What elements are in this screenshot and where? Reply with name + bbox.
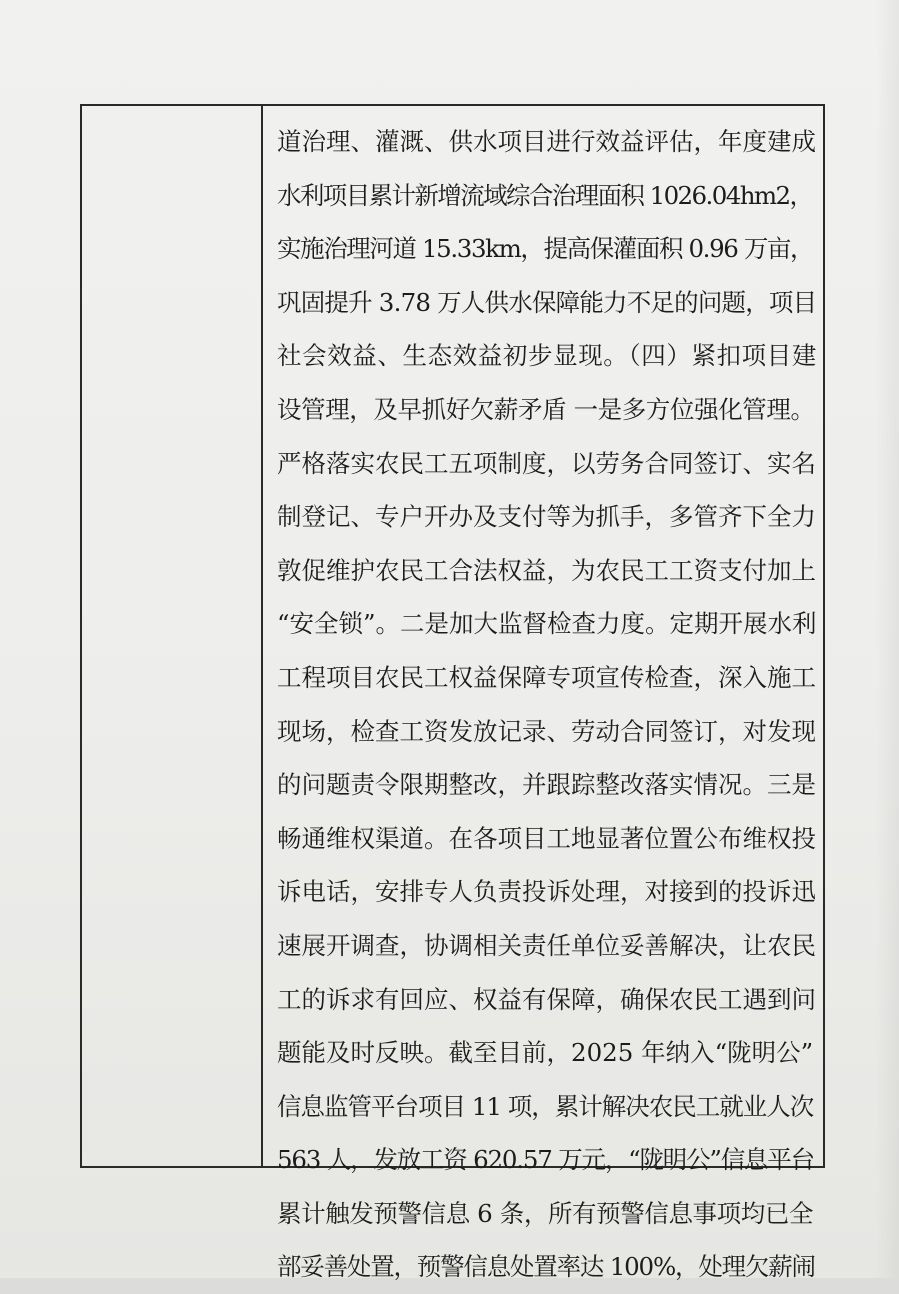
text-line: 严格落实农民工五项制度，以劳务合同签订、实名 xyxy=(277,448,816,478)
text-line: 现场，检查工资发放记录、劳动合同签订，对发现 xyxy=(277,716,816,746)
page-edge-shadow xyxy=(875,0,899,1278)
table-content-cell xyxy=(263,106,823,1282)
text-line: 诉电话，安排专人负责投诉处理，对接到的投诉迅 xyxy=(277,877,816,907)
text-line: 工程项目农民工权益保障专项宣传检查，深入施工 xyxy=(277,662,816,692)
form-table xyxy=(80,104,825,1282)
text-line: 畅通维权渠道。在各项目工地显著位置公布维权投 xyxy=(277,823,816,853)
text-line: 制登记、专户开办及支付等为抓手，多管齐下全力 xyxy=(277,502,816,532)
text-line: 实施治理河道 15.33km，提高保灌面积 0.96 万亩， xyxy=(277,234,814,264)
text-line: 工的诉求有回应、权益有保障，确保农民工遇到问 xyxy=(277,984,816,1014)
text-line: 累计触发预警信息 6 条，所有预警信息事项均已全 xyxy=(277,1198,814,1228)
text-line: 水利项目累计新增流域综合治理面积 1026.04hm2， xyxy=(277,180,813,210)
text-line: 信息监管平台项目 11 项，累计解决农民工就业人次 xyxy=(277,1091,814,1121)
text-line: 敦促维护农民工合法权益，为农民工工资支付加上 xyxy=(277,555,816,585)
text-line: 题能及时反映。截至目前，2025 年纳入“陇明公” xyxy=(277,1038,814,1068)
text-line: 设管理，及早抓好欠薪矛盾 一是多方位强化管理。 xyxy=(277,394,815,424)
body-text xyxy=(277,115,817,1294)
text-line: 563 人，发放工资 620.57 万元，“陇明公”信息平台 xyxy=(277,1145,814,1175)
text-line: “安全锁”。二是加大监督检查力度。定期开展水利 xyxy=(277,609,817,639)
text-line: 速展开调查，协调相关责任单位妥善解决，让农民 xyxy=(277,930,816,960)
table-label-cell xyxy=(82,106,263,1166)
text-line: 社会效益、生态效益初步显现。（四）紧扣项目建 xyxy=(277,341,817,371)
text-line: 部妥善处置，预警信息处置率达 100%，处理欠薪闹 xyxy=(277,1252,815,1282)
text-line: 的问题责令限期整改，并跟踪整改落实情况。三是 xyxy=(277,770,816,800)
text-line: 道治理、灌溉、供水项目进行效益评估，年度建成 xyxy=(277,127,816,156)
text-line: 巩固提升 3.78 万人供水保障能力不足的问题，项目 xyxy=(277,287,817,317)
